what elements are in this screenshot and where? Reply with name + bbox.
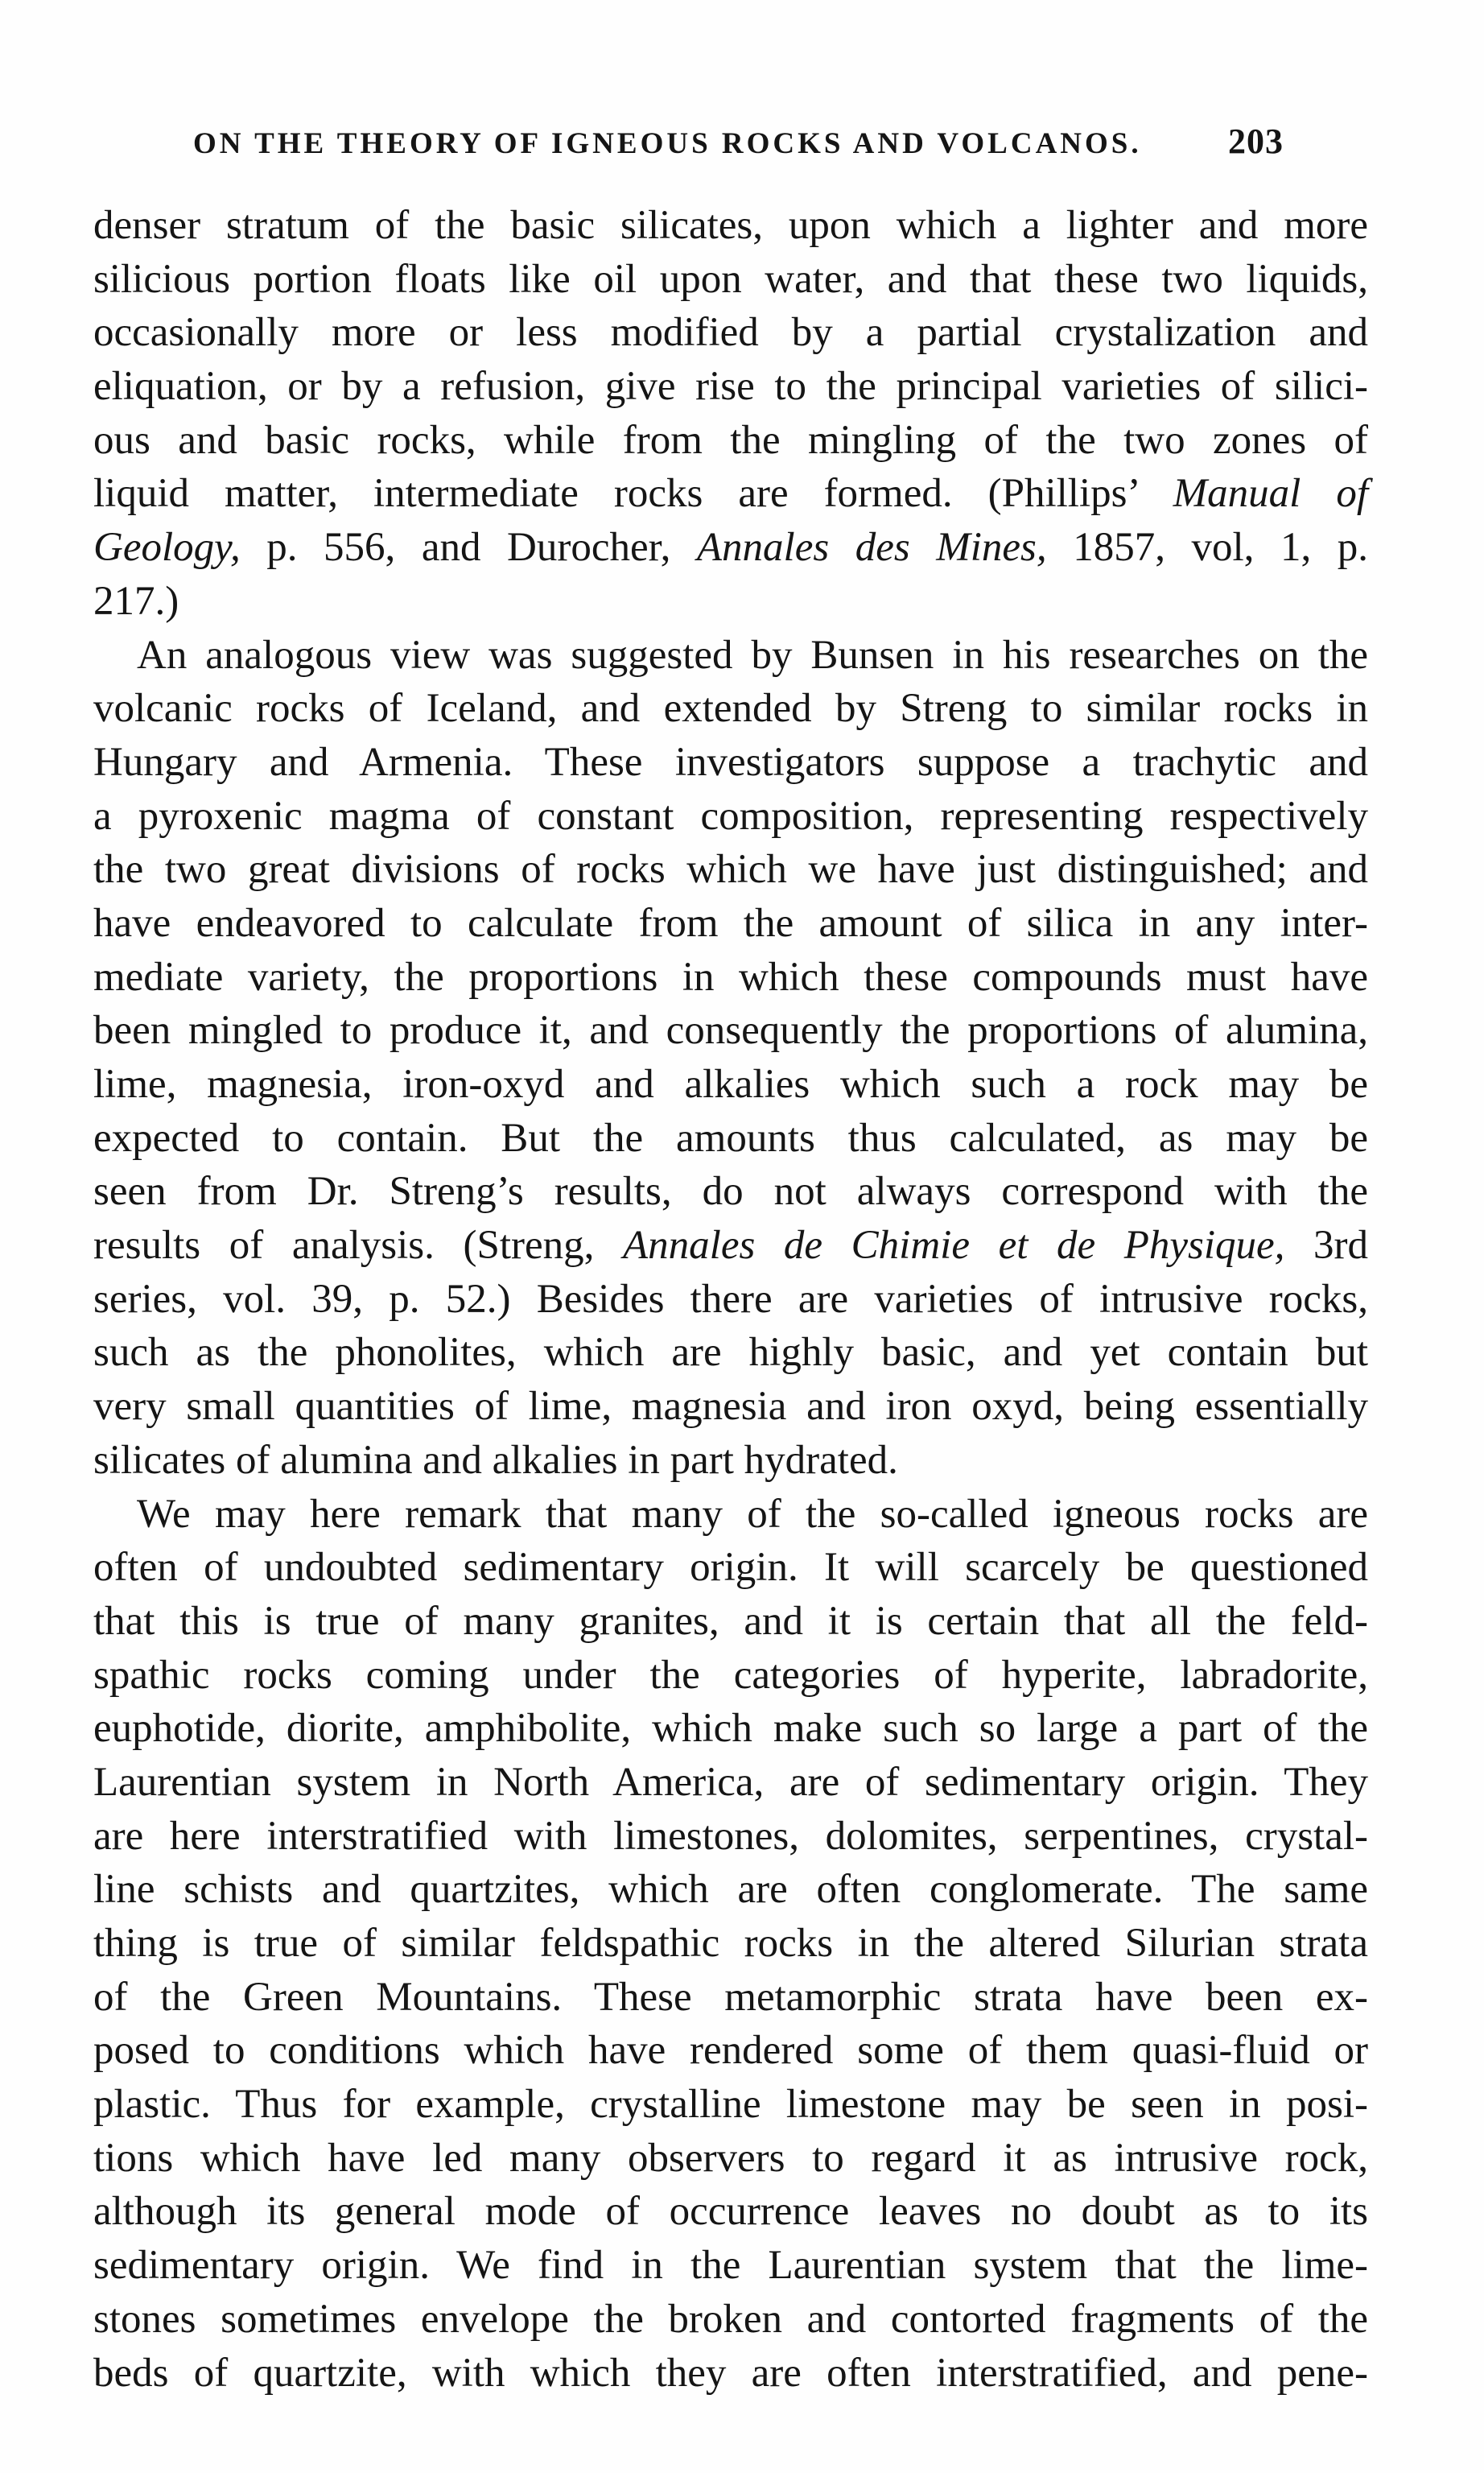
text-line: eliquation, or by a refusion, give rise to the principal varieties of silici- xyxy=(93,364,1368,410)
running-head-title: ON THE THEORY OF IGNEOUS ROCKS AND VOLCANOS. xyxy=(193,127,1142,160)
text-line: silicious portion floats like oil upon water, and that these two liquids, xyxy=(93,256,1368,302)
page-number: 203 xyxy=(1228,122,1284,161)
text-line: occasionally more or less modified by a partial crystalization and xyxy=(93,310,1368,356)
text-line: beds of quartzite, with which they are often interstratified, and pene- xyxy=(93,2350,1368,2396)
text-line: silicates of alumina and alkalies in part hydrated. xyxy=(93,1437,898,1483)
text-line: very small quantities of lime, magnesia and iron oxyd, being essentially xyxy=(93,1384,1368,1430)
text-line: denser stratum of the basic silicates, upon which a lighter and more xyxy=(93,203,1368,248)
text-line: have endeavored to calculate from the amount of silica in any inter- xyxy=(93,900,1368,946)
text-line: series, vol. 39, p. 52.) Besides there are varieties of intrusive rocks, xyxy=(93,1276,1368,1322)
text-line: although its general mode of occurrence leaves no doubt as to its xyxy=(93,2189,1368,2235)
text-line: the two great divisions of rocks which we have just distinguished; and xyxy=(93,847,1368,893)
text-line: that this is true of many granites, and it is certain that all the feld- xyxy=(93,1598,1368,1644)
text-line: stones sometimes envelope the broken and contorted fragments of the xyxy=(93,2296,1368,2342)
text-line: lime, magnesia, iron-oxyd and alkalies which such a rock may be xyxy=(93,1062,1368,1107)
running-head xyxy=(193,121,1284,169)
text-line: of the Green Mountains. These metamorphic strata have been ex- xyxy=(93,1974,1368,2020)
text-line: plastic. Thus for example, crystalline limestone may be seen in posi- xyxy=(93,2082,1368,2128)
text-line: often of undoubted sedimentary origin. It will scarcely be questioned xyxy=(93,1545,1368,1591)
text-line: such as the phonolites, which are highly basic, and yet contain but xyxy=(93,1330,1368,1376)
text-line: seen from Dr. Streng’s results, do not always correspond with the xyxy=(93,1169,1368,1215)
text-line: are here interstratified with limestones, dolomites, serpentines, crystal- xyxy=(93,1813,1368,1859)
text-line: posed to conditions which have rendered some of them quasi-fluid or xyxy=(93,2028,1368,2074)
text-line: line schists and quartzites, which are often conglomerate. The same xyxy=(93,1867,1368,1913)
italic-citation: Geology, xyxy=(93,525,241,571)
italic-citation: Annales des Mines, xyxy=(696,525,1047,571)
text-line: a pyroxenic magma of constant composition, representing respectively xyxy=(93,793,1368,839)
text-line: been mingled to produce it, and consequently the proportions of alumina, xyxy=(93,1008,1368,1054)
text-line: An analogous view was suggested by Bunsen in his researches on the xyxy=(137,632,1368,678)
text-line: volcanic rocks of Iceland, and extended by Streng to similar rocks in xyxy=(93,686,1368,732)
text-line: mediate variety, the proportions in which these compounds must have xyxy=(93,954,1368,1000)
text-line: Geology, p. 556, and Durocher, Annales des Mines, 1857, vol, 1, p. xyxy=(93,525,1369,571)
text-line: euphotide, diorite, amphibolite, which make such so large a part of the xyxy=(93,1706,1368,1752)
italic-citation: Annales de Chimie et de Physique, xyxy=(623,1223,1285,1269)
text-line: thing is true of similar feldspathic rocks in the altered Silurian strata xyxy=(93,1921,1368,1966)
italic-citation: Manual of xyxy=(1173,471,1368,517)
text-line: expected to contain. But the amounts thus calculated, as may be xyxy=(93,1115,1368,1161)
text-line: Hungary and Armenia. These investigators suppose a trachytic and xyxy=(93,739,1368,785)
text-line: liquid matter, intermediate rocks are formed. (Phillips’ Manual of xyxy=(93,471,1368,517)
text-line: sedimentary origin. We find in the Laurentian system that the lime- xyxy=(93,2243,1368,2289)
text-line: spathic rocks coming under the categories of hyperite, labradorite, xyxy=(93,1652,1368,1698)
text-line: ous and basic rocks, while from the mingling of the two zones of xyxy=(93,417,1368,463)
text-line: 217.) xyxy=(93,578,179,624)
text-line: Laurentian system in North America, are of sedimentary origin. They xyxy=(93,1759,1368,1805)
text-line: results of analysis. (Streng, Annales de Chimie et de Physique, 3rd xyxy=(93,1223,1369,1269)
text-line: tions which have led many observers to regard it as intrusive rock, xyxy=(93,2135,1368,2181)
body-text xyxy=(93,199,1368,2400)
text-line: We may here remark that many of the so-called igneous rocks are xyxy=(137,1491,1368,1537)
